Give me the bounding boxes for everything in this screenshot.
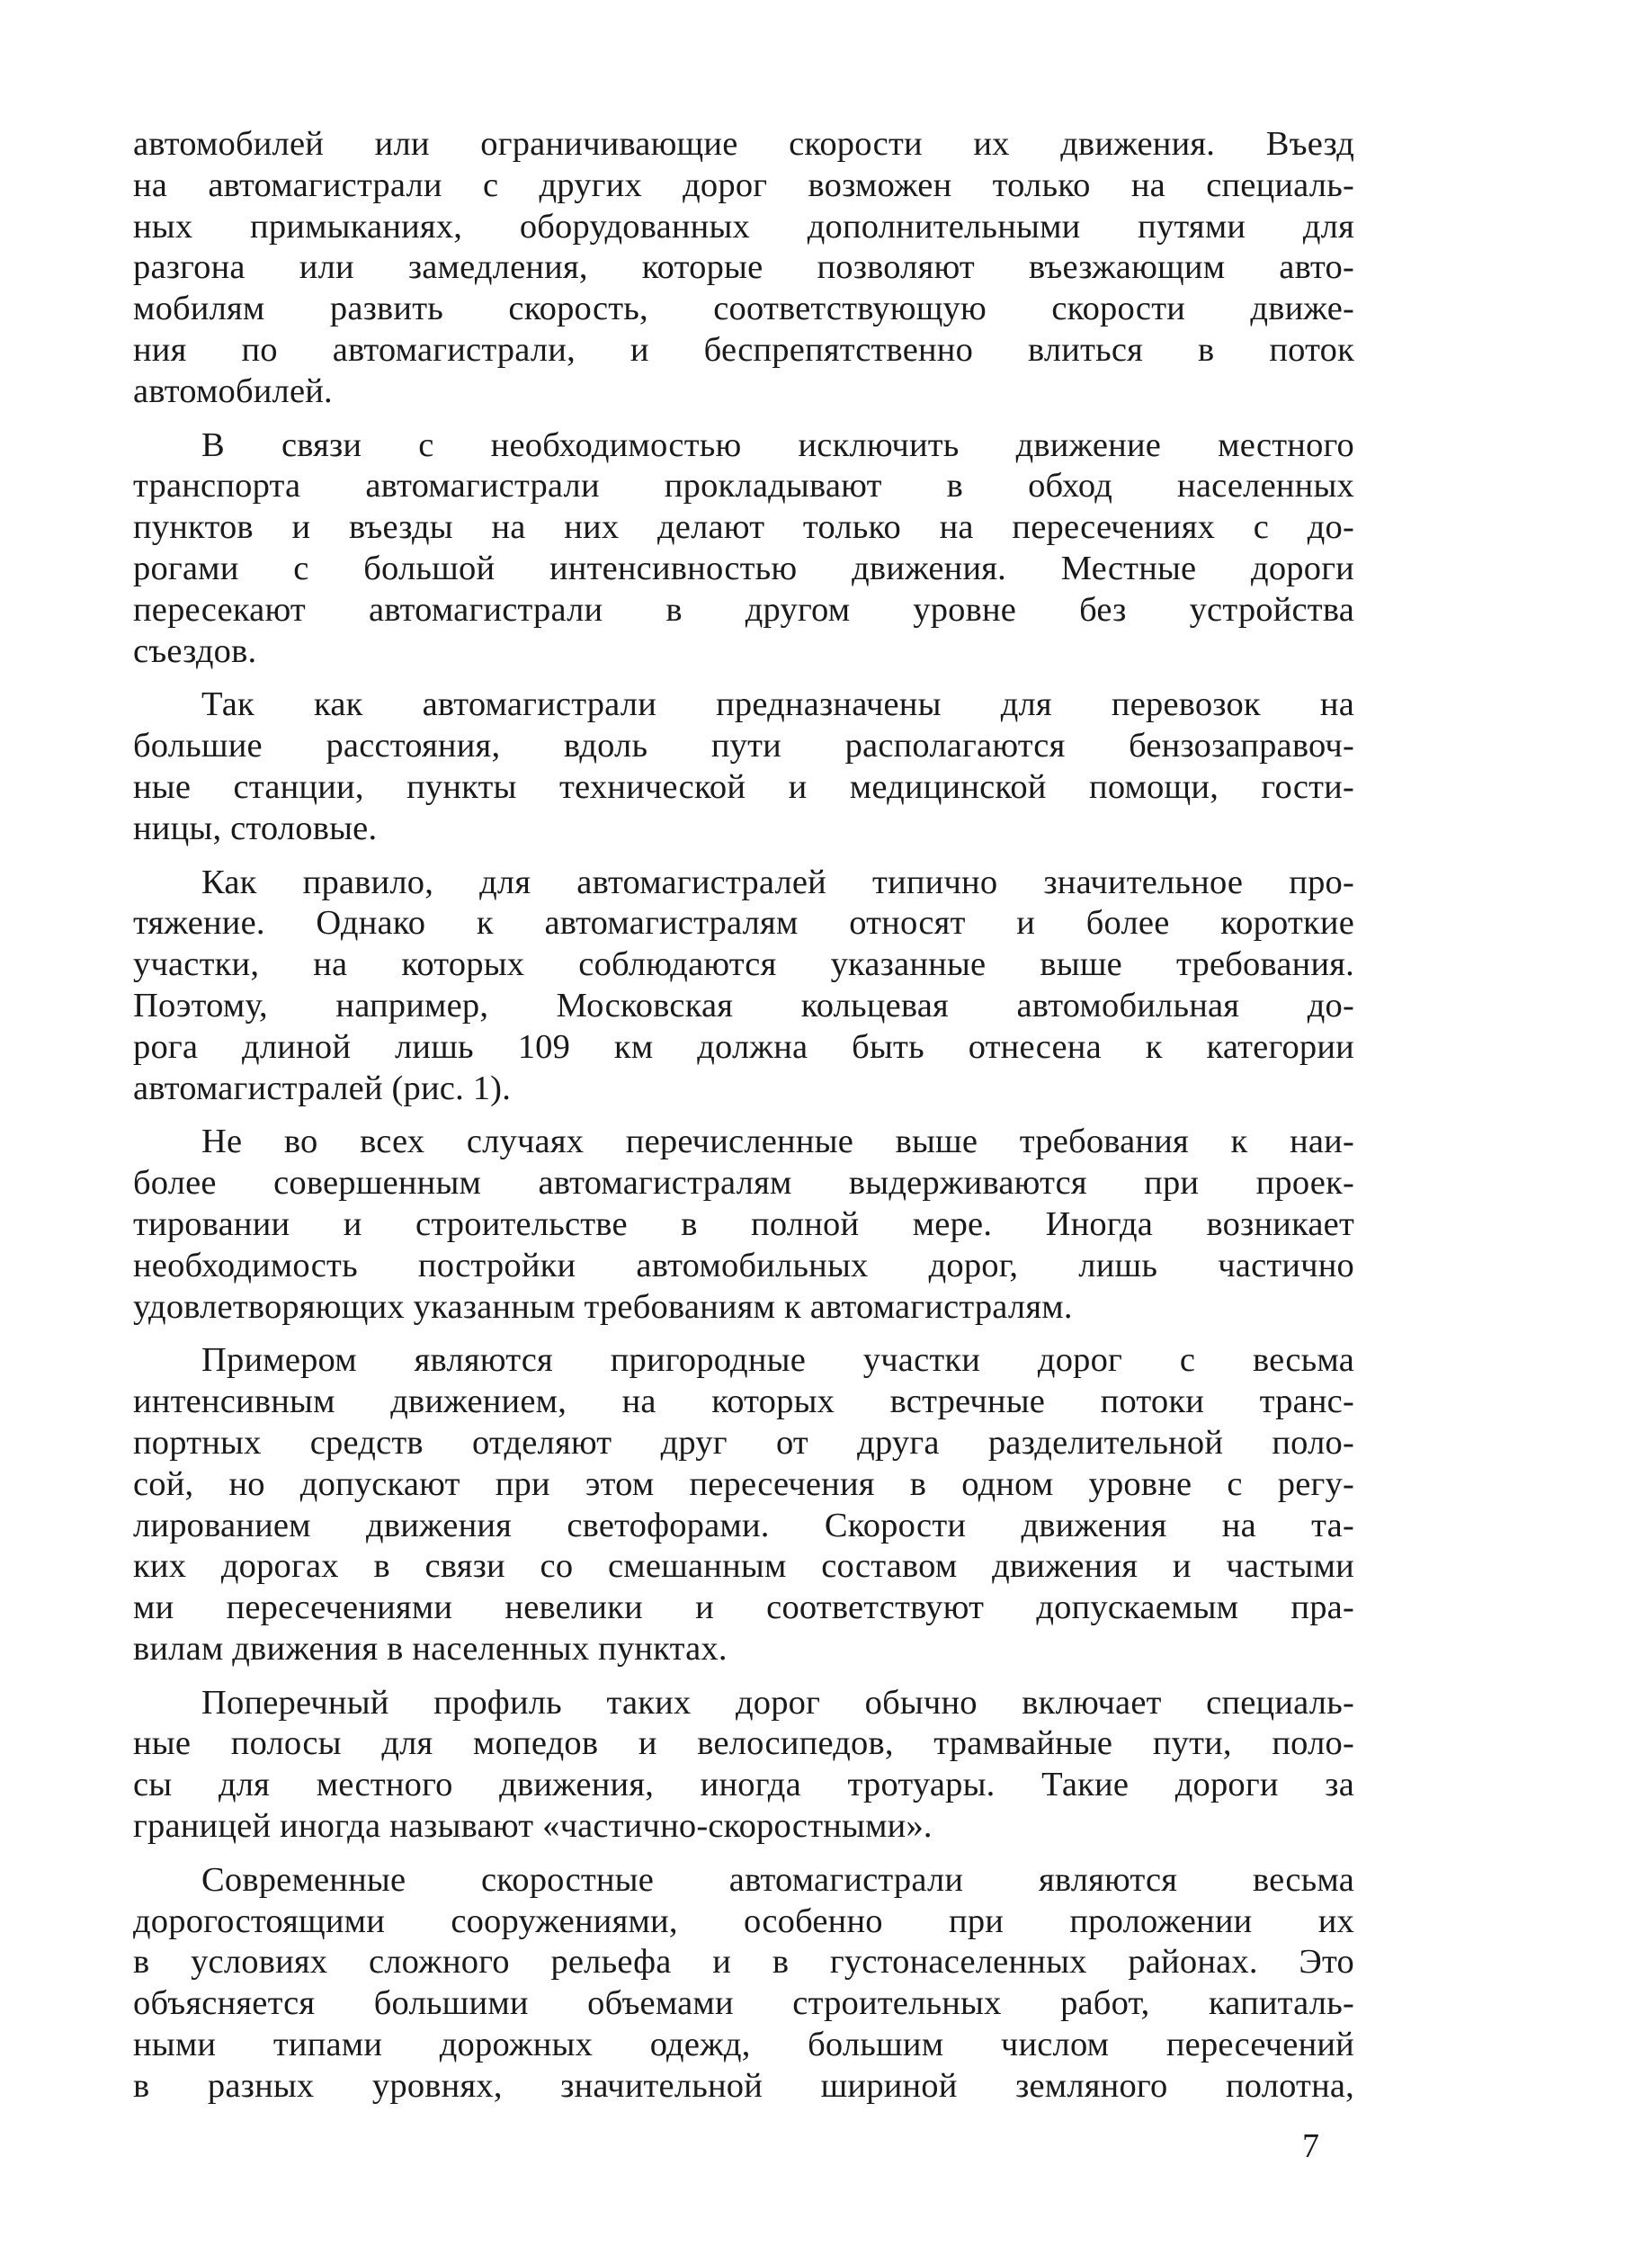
text-line: Не во всех случаях перечисленные выше требования к наи- (201, 1123, 1354, 1161)
text-line: автомобилей. (133, 371, 333, 410)
page-number: 7 (1302, 2127, 1319, 2165)
text-line: тяжение. Однако к автомагистралям относят и более короткие (133, 904, 1354, 943)
text-line: Так как автомагистрали предназначены для перевозок на (201, 685, 1354, 724)
text-line: Современные скоростные автомагистрали являются весьма (201, 1860, 1354, 1899)
text-line: сой, но допускают при этом пересечения в одном уровне с регу- (133, 1464, 1354, 1503)
text-line: ные станции, пункты технической и медицинской помощи, гости- (133, 767, 1354, 806)
text-line: удовлетворяющих указанным требованиям к автомагистралям. (133, 1287, 1073, 1326)
text-line: ния по автомагистрали, и беспрепятственно влиться в поток (133, 330, 1354, 369)
text-line: Примером являются пригородные участки дорог с весьма (201, 1341, 1354, 1380)
text-line: необходимость постройки автомобильных дорог, лишь частично (133, 1246, 1354, 1284)
text-line: автомагистралей (рис. 1). (133, 1069, 512, 1107)
text-line: объясняется большими объемами строительных работ, капиталь- (133, 1984, 1354, 2023)
text-line: рога длиной лишь 109 км должна быть отнесена к категории (133, 1027, 1354, 1066)
paragraph (133, 1340, 1354, 1669)
document-body (133, 124, 1354, 2120)
text-line: съездов. (133, 631, 257, 670)
text-line: ких дорогах в связи со смешанным составом движения и частыми (133, 1547, 1354, 1586)
text-line: мобилям развить скорость, соответствующую скорости движе- (133, 290, 1354, 328)
text-line: более совершенным автомагистралям выдерживаются при проек- (133, 1164, 1354, 1203)
text-line: границей иногда называют «частично-скоростными». (133, 1807, 933, 1846)
text-line: на автомагистрали с других дорог возможен только на специаль- (133, 166, 1354, 204)
paragraph (133, 1683, 1354, 1848)
text-line: транспорта автомагистрали прокладывают в обход населенных (133, 467, 1354, 506)
paragraph (133, 124, 1354, 413)
text-line: ные полосы для мопедов и велосипедов, трамвайные пути, поло- (133, 1724, 1354, 1763)
text-line: ными типами дорожных одежд, большим числом пересечений (133, 2026, 1354, 2064)
paragraph (133, 425, 1354, 673)
text-line: В связи с необходимостью исключить движение местного (201, 425, 1354, 464)
text-line: пунктов и въезды на них делают только на пересечениях с до- (133, 508, 1354, 547)
text-line: в условиях сложного рельефа и в густонаселенных районах. Это (133, 1943, 1354, 1982)
text-line: вилам движения в населенных пунктах. (133, 1629, 728, 1668)
paragraph (133, 685, 1354, 849)
text-line: участки, на которых соблюдаются указанные выше требования. (133, 945, 1354, 984)
text-line: Как правило, для автомагистралей типично значительное про- (201, 863, 1354, 901)
text-line: лированием движения светофорами. Скорости движения на та- (133, 1506, 1354, 1544)
text-line: в разных уровнях, значительной шириной земляного полотна, (133, 2066, 1354, 2105)
text-line: Поэтому, например, Московская кольцевая автомобильная до- (133, 986, 1354, 1025)
text-line: сы для местного движения, иногда тротуары. Такие дороги за (133, 1766, 1354, 1804)
paragraph (133, 863, 1354, 1110)
paragraph (133, 1860, 1354, 2107)
text-line: автомобилей или ограничивающие скорости их движения. Въезд (133, 125, 1354, 163)
text-line: рогами с большой интенсивностью движения. Местные дороги (133, 549, 1354, 587)
text-line: ницы, столовые. (133, 809, 378, 847)
text-line: большие расстояния, вдоль пути располагаются бензозаправоч- (133, 727, 1354, 765)
text-line: ми пересечениями невелики и соответствуют допускаемым пра- (133, 1588, 1354, 1627)
text-line: интенсивным движением, на которых встречные потоки транс- (133, 1383, 1354, 1421)
text-line: разгона или замедления, которые позволяют въезжающим авто- (133, 248, 1354, 287)
text-line: тировании и строительстве в полной мере. Иногда возникает (133, 1204, 1354, 1243)
text-line: пересекают автомагистрали в другом уровне без устройства (133, 590, 1354, 629)
text-line: Поперечный профиль таких дорог обычно включает специаль- (201, 1683, 1354, 1722)
text-line: ных примыканиях, оборудованных дополнительными путями для (133, 207, 1354, 246)
paragraph (133, 1122, 1354, 1328)
text-line: дорогостоящими сооружениями, особенно при проложении их (133, 1902, 1354, 1940)
text-line: портных средств отделяют друг от друга разделительной поло- (133, 1423, 1354, 1462)
